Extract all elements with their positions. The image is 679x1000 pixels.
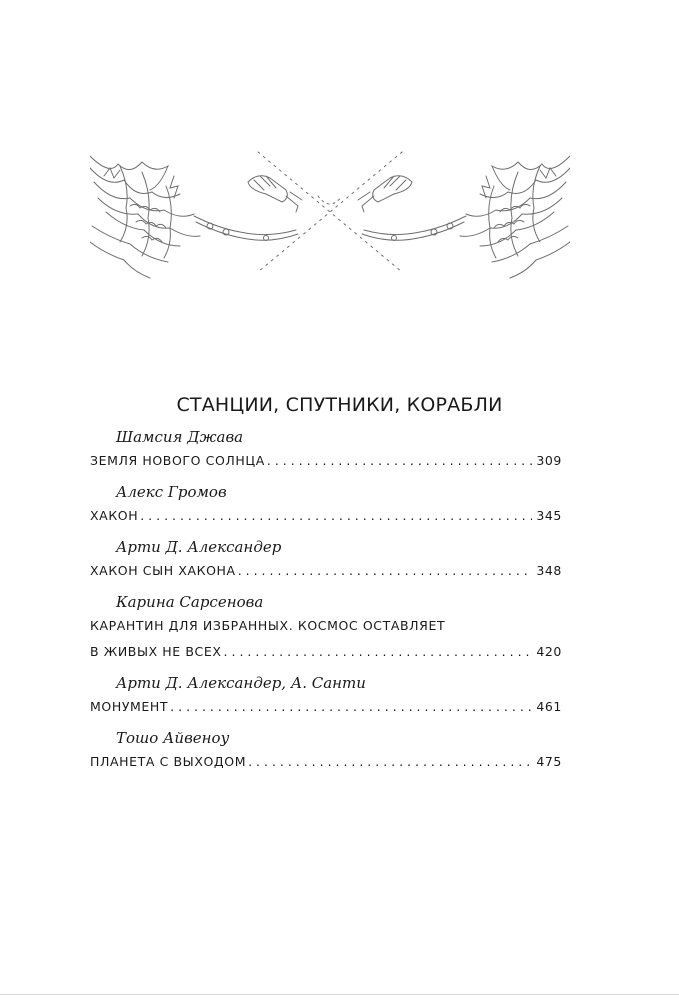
entry-author: Арти Д. Александер	[116, 538, 282, 556]
entry-author: Арти Д. Александер, А. Санти	[116, 674, 366, 692]
entry-page-number: 309	[536, 453, 562, 468]
section-title: СТАНЦИИ, СПУТНИКИ, КОРАБЛИ	[176, 394, 503, 416]
entry-author: Шамсия Джава	[116, 428, 244, 446]
entry-title: В ЖИВЫХ НЕ ВСЕХ	[90, 644, 222, 659]
entry-line	[90, 448, 562, 474]
entry-author: Тошо Айвеноу	[116, 729, 230, 747]
entry-page-number: 420	[536, 644, 562, 659]
entry-page-number: 345	[536, 508, 562, 523]
page-bottom-edge	[0, 994, 679, 995]
entry-title: ХАКОН СЫН ХАКОНА	[90, 563, 236, 578]
cable-connectors-ornament-icon	[90, 146, 570, 286]
dot-leader	[248, 749, 532, 775]
dot-leader	[140, 503, 532, 529]
entry-page-number: 461	[536, 699, 562, 714]
toc-entry	[90, 536, 562, 584]
toc-entry	[90, 672, 562, 720]
entry-line	[90, 639, 562, 665]
dot-leader	[267, 448, 532, 474]
toc-entry	[90, 481, 562, 529]
toc-entry	[90, 591, 562, 665]
entry-title: ПЛАНЕТА С ВЫХОДОМ	[90, 754, 247, 769]
dot-leader	[170, 694, 532, 720]
dot-leader	[224, 639, 533, 665]
entry-title: МОНУМЕНТ	[90, 699, 169, 714]
entry-page-number: 475	[536, 754, 562, 769]
table-of-contents	[90, 426, 562, 782]
toc-entry	[90, 727, 562, 775]
entry-page-number: 348	[536, 563, 562, 578]
entry-line	[90, 749, 562, 775]
entry-line	[90, 694, 562, 720]
dot-leader	[238, 558, 533, 584]
toc-entry	[90, 426, 562, 474]
entry-author: Карина Сарсенова	[116, 593, 264, 611]
entry-author: Алекс Громов	[116, 483, 227, 501]
entry-line	[90, 503, 562, 529]
entry-title-line-1: КАРАНТИН ДЛЯ ИЗБРАННЫХ. КОСМОС ОСТАВЛЯЕТ	[90, 618, 446, 633]
entry-line	[90, 558, 562, 584]
entry-title: ХАКОН	[90, 508, 139, 523]
entry-title: ЗЕМЛЯ НОВОГО СОЛНЦА	[90, 453, 265, 468]
